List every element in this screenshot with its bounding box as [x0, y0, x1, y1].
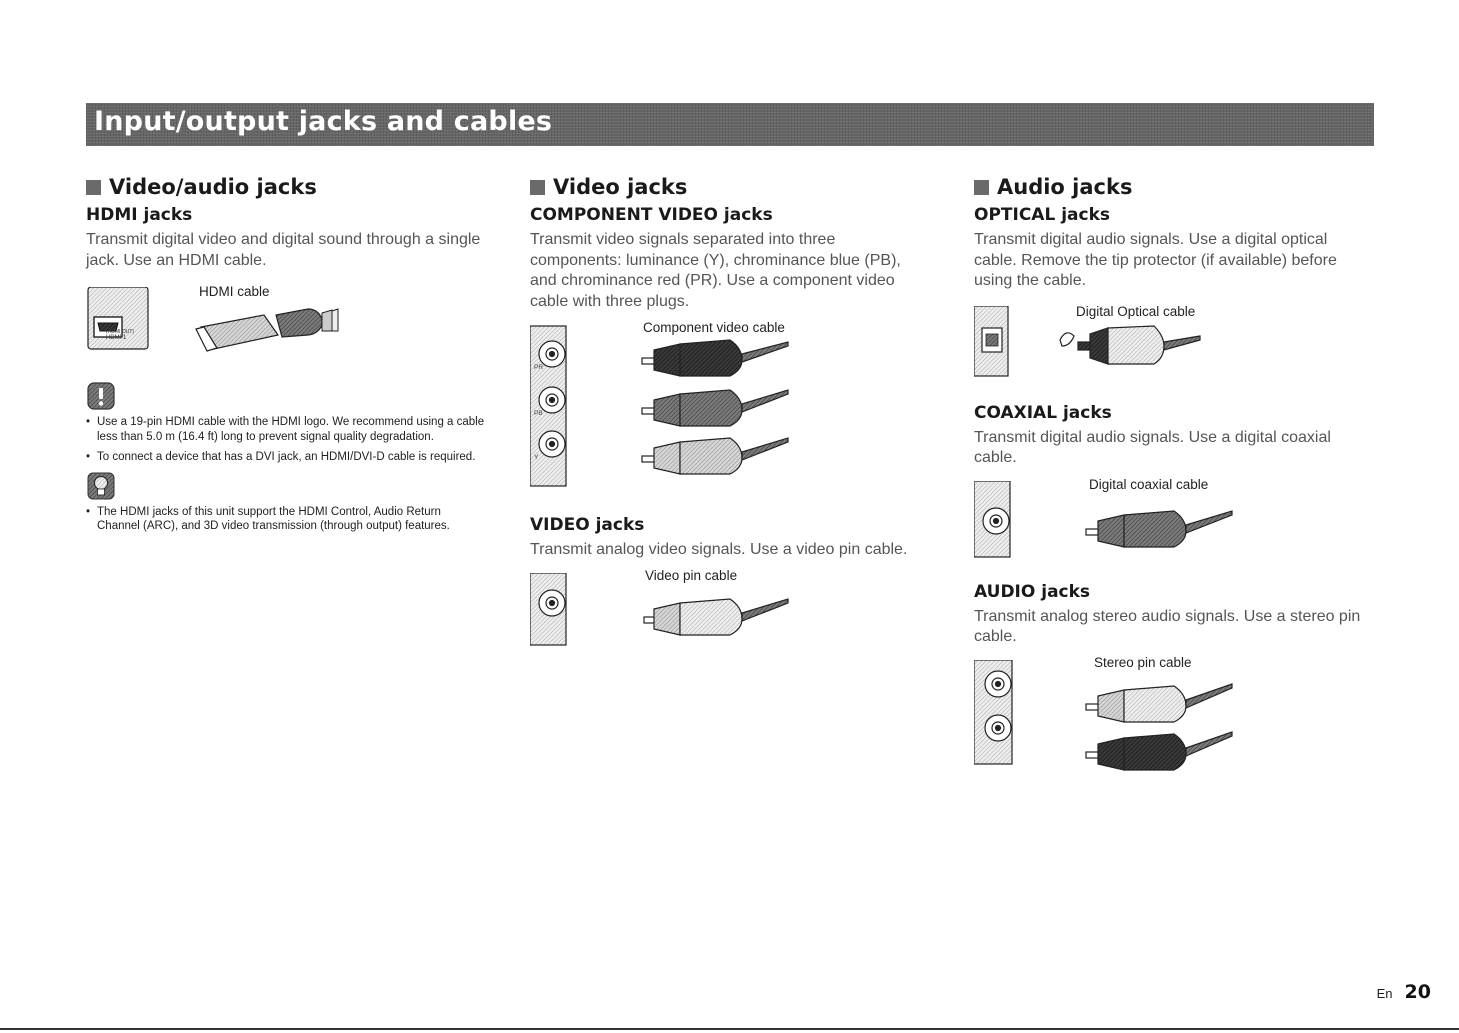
tip-notes	[86, 505, 486, 534]
subheading-audio: AUDIO jacks	[974, 581, 1091, 602]
section-heading-video: Video jacks	[530, 172, 930, 202]
optical-figure	[974, 303, 1374, 384]
page-number-value: 20	[1404, 981, 1431, 1003]
subheading-optical: OPTICAL jacks	[974, 205, 1111, 225]
hdmi-illustration	[86, 287, 486, 369]
column-video	[530, 172, 930, 655]
audio-description: Transmit analog stereo audio signals. Use a stereo pin cable.	[974, 607, 1361, 645]
bottom-rule	[0, 1028, 1459, 1030]
component-video-figure	[530, 320, 930, 496]
optical-cable-label: Digital Optical cable	[1076, 303, 1196, 319]
subheading-component-video: COMPONENT VIDEO jacks	[530, 205, 773, 225]
lightbulb-tip-icon	[86, 471, 116, 501]
caution-notes	[86, 415, 486, 465]
video-description: Transmit analog video signals. Use a video pin cable.	[530, 541, 908, 558]
stereo-pin-figure	[974, 654, 1374, 784]
component-video-cable-label: Component video cable	[643, 320, 785, 335]
stereo-pin-cable-label: Stereo pin cable	[1094, 654, 1192, 670]
coaxial-description: Transmit digital audio signals. Use a digital coaxial cable.	[974, 428, 1331, 466]
section-heading-video-audio: Video/audio jacks	[86, 172, 486, 202]
caution-note: • Use a 19-pin HDMI cable with the HDMI logo. We recommend using a cable less than 5.0 m (16.4 ft) long to prevent signal quality degradation.	[86, 415, 486, 444]
hdmi-jack-label: HDMI 1	[106, 335, 127, 341]
column-video-audio	[86, 172, 486, 540]
language-code: En	[1376, 986, 1393, 1001]
hdmi-cable-label: HDMI cable	[199, 284, 270, 299]
hdmi-description: Transmit digital video and digital sound through a single jack. Use an HDMI cable.	[86, 231, 481, 269]
caution-note: • To connect a device that has a DVI jack, an HDMI/DVI-D cable is required.	[86, 450, 486, 465]
subheading-hdmi: HDMI jacks	[86, 205, 193, 225]
subheading-coaxial: COAXIAL jacks	[974, 402, 1112, 423]
component-video-illustration	[530, 324, 930, 496]
square-bullet-icon	[86, 180, 101, 195]
jack-label-pr: PR	[534, 364, 544, 371]
column-audio	[974, 172, 1374, 784]
section-heading-audio: Audio jacks	[974, 172, 1374, 202]
page-title: Input/output jacks and cables	[94, 106, 553, 137]
stereo-pin-illustration	[974, 660, 1374, 784]
square-bullet-icon	[974, 180, 989, 195]
video-pin-figure	[530, 567, 930, 655]
coaxial-cable-label: Digital coaxial cable	[1089, 476, 1209, 492]
optical-description: Transmit digital audio signals. Use a digital optical cable. Remove the tip protector (if available) before using the cable.	[974, 231, 1337, 289]
jack-label-y: Y	[534, 454, 539, 461]
video-pin-illustration	[530, 573, 930, 655]
hdmi-figure	[86, 284, 486, 369]
page-number	[1377, 981, 1431, 1003]
coaxial-figure	[974, 476, 1374, 565]
tip-note: • The HDMI jacks of this unit support the HDMI Control, Audio Return Channel (ARC), and 3D video transmission (through output) features.	[86, 505, 486, 534]
video-pin-cable-label: Video pin cable	[645, 567, 738, 583]
hdmi-out-label: (HDMI OUT)	[106, 329, 135, 335]
component-video-description: Transmit video signals separated into three components: luminance (Y), chrominance blue (PB), and chrominance red (PR). Use a component video cable with three plugs.	[530, 231, 901, 310]
title-banner	[86, 103, 1374, 146]
coaxial-illustration	[974, 481, 1374, 565]
square-bullet-icon	[530, 180, 545, 195]
subheading-video: VIDEO jacks	[530, 515, 645, 535]
jack-label-pb: PB	[534, 410, 543, 417]
caution-icon	[86, 381, 116, 411]
